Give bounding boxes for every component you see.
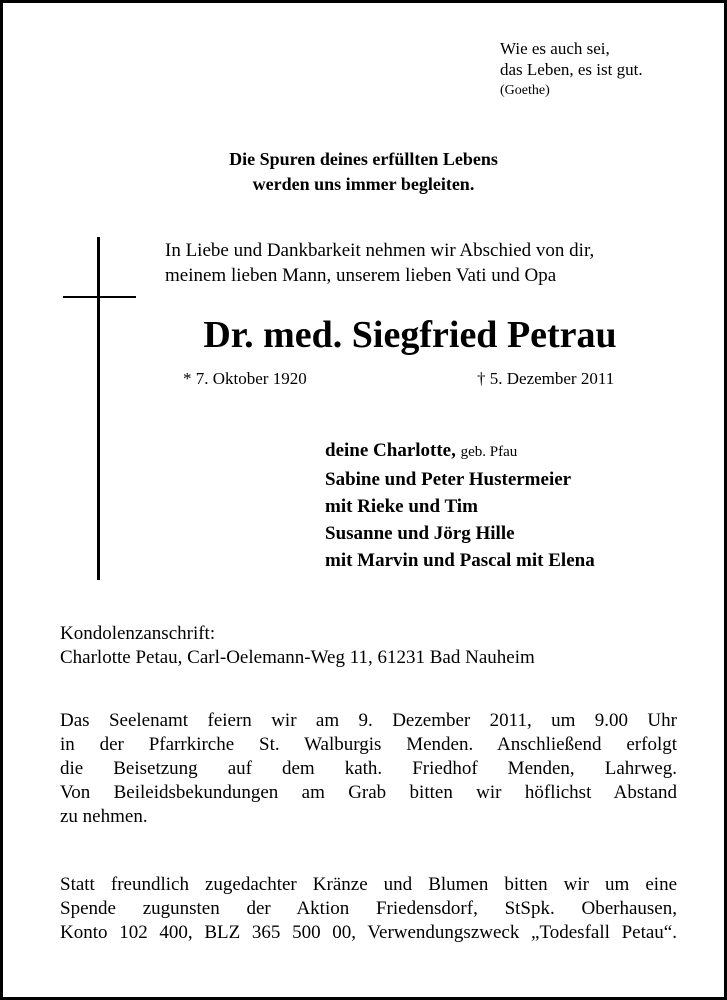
donation-line: Konto 102 400, BLZ 365 500 00, Verwendungszweck „Todesfall Petau“. bbox=[60, 922, 677, 943]
birth-date: * 7. Oktober 1920 bbox=[183, 369, 307, 388]
cross-icon bbox=[97, 237, 100, 580]
mourners-list bbox=[325, 437, 595, 574]
goethe-quote bbox=[500, 38, 643, 101]
intro-line-2: meinem lieben Mann, unserem lieben Vati und Opa bbox=[165, 265, 557, 286]
quote-line-2: das Leben, es ist gut. bbox=[500, 60, 643, 79]
mourner-line: mit Rieke und Tim bbox=[325, 496, 478, 517]
mourner-widow: deine Charlotte, bbox=[325, 440, 456, 461]
quote-line-1: Wie es auch sei, bbox=[500, 39, 610, 58]
motto-line-1: Die Spuren deines erfüllten Lebens bbox=[229, 149, 498, 169]
condolence-address-line: Charlotte Petau, Carl-Oelemann-Weg 11, 61231 Bad Nauheim bbox=[60, 647, 535, 668]
motto bbox=[0, 147, 727, 197]
funeral-mass-info bbox=[60, 709, 677, 829]
mourner-widow-note: geb. Pfau bbox=[460, 444, 518, 460]
mourner-line bbox=[325, 437, 595, 466]
condolence-label: Kondolenzanschrift: bbox=[60, 623, 216, 644]
donation-line: Statt freundlich zugedachter Kränze und Blumen bitten wir um eine bbox=[60, 874, 677, 895]
mass-line: in der Pfarrkirche St. Walburgis Menden. Anschließend erfolgt bbox=[60, 734, 677, 755]
mass-line: die Beisetzung auf dem kath. Friedhof Menden, Lahrweg. bbox=[60, 758, 677, 779]
cross-icon-bar bbox=[63, 296, 136, 298]
quote-source: (Goethe) bbox=[500, 83, 550, 98]
mourner-line: Susanne und Jörg Hille bbox=[325, 523, 515, 544]
deceased-name: Dr. med. Siegfried Petrau bbox=[203, 314, 617, 356]
intro-line-1: In Liebe und Dankbarkeit nehmen wir Abschied von dir, bbox=[165, 240, 595, 261]
condolence-address bbox=[60, 622, 677, 670]
donation-info bbox=[60, 873, 677, 945]
mass-line: Von Beileidsbekundungen am Grab bitten wir höflichst Abstand bbox=[60, 782, 677, 803]
mourner-line: Sabine und Peter Hustermeier bbox=[325, 469, 572, 490]
mass-line: zu nehmen. bbox=[60, 806, 148, 827]
donation-line: Spende zugunsten der Aktion Friedensdorf, StSpk. Oberhausen, bbox=[60, 898, 677, 919]
motto-line-2: werden uns immer begleiten. bbox=[252, 174, 475, 194]
mourner-line: mit Marvin und Pascal mit Elena bbox=[325, 550, 595, 571]
farewell-intro bbox=[165, 238, 594, 288]
death-date: † 5. Dezember 2011 bbox=[477, 369, 615, 388]
mass-line: Das Seelenamt feiern wir am 9. Dezember 2011, um 9.00 Uhr bbox=[60, 710, 677, 731]
